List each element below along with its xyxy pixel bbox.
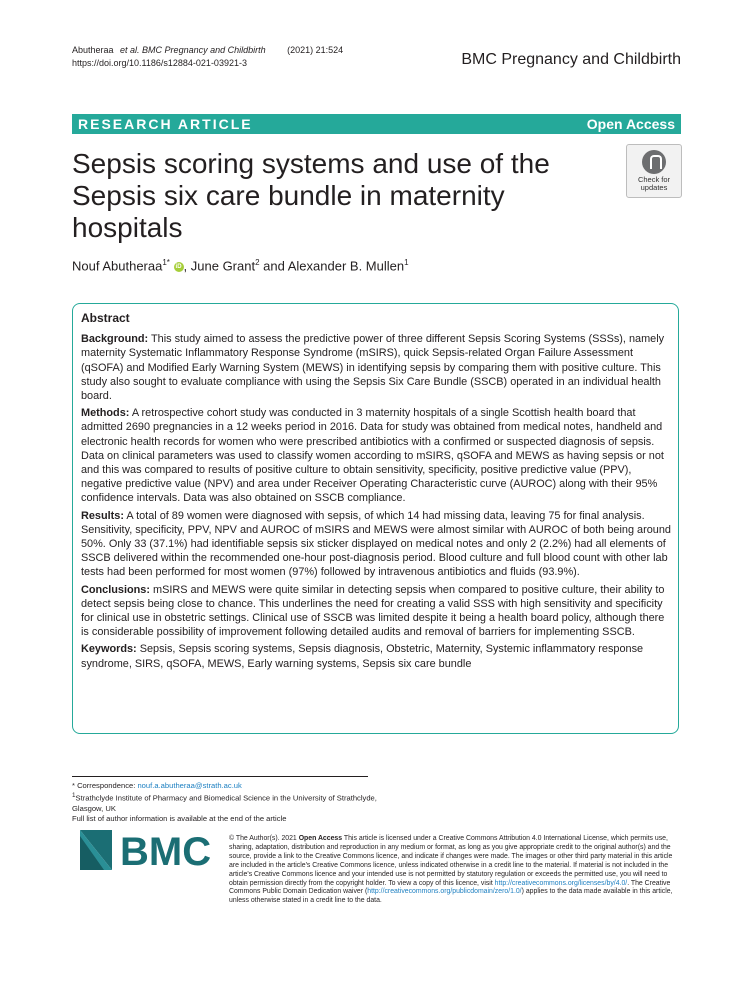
bmc-logo: [78, 828, 218, 872]
doi-link[interactable]: https://doi.org/10.1186/s12884-021-03921-3: [72, 58, 247, 68]
author-sup: 1: [404, 258, 409, 267]
orcid-icon[interactable]: iD: [175, 263, 182, 270]
open-access-label: Open Access: [586, 116, 675, 132]
correspondence-email[interactable]: nouf.a.abutheraa@strath.ac.uk: [137, 781, 242, 790]
license-text: © The Author(s). 2021 Open Access This article is licensed under a Creative Commons Attribution 4.0 International License, which permits use, sharing, adaptation, distribution and reproduction in any medium or format, as long as you give appropriate credit to the original author(s) and the source, provide a link to the Creative Commons licence, and indicate if changes were made. The images or other third party material in this article are included in the article's Creative Commons licence, unless indicated otherwise in a credit line to the material. If material is not included in the article's Creative Commons licence and your intended use is not permitted by statutory regulation or exceeds the permitted use, you will need to obtain permission directly from the copyright holder. To view a copy of this licence, visit http://creativecommons.org/licenses/by/4.0/. The Creative Commons Public Domain Dedication waiver (http://creativecommons.org/publicdomain/zero/1.0/) applies to the data made available in this article, unless otherwise stated in a credit line to the data.: [229, 835, 673, 905]
check-updates-line2: updates: [640, 183, 668, 192]
abstract-conclusions: Conclusions: mSIRS and MEWS were quite similar in detecting sepsis when compared to positive culture, their ability to detect sepsis being close to chance. This underlines the need for creating a valid SSS with high sensitivity and specificity for clinical use in obstetric settings. Clinical use of SSCB was limited despite it being a health board policy, although there is considerable possibility of improvement following detailed audits and removal of barriers for implementing SSCB.: [81, 583, 665, 639]
abstract-results: Results: A total of 89 women were diagnosed with sepsis, of which 14 had missing data, leaving 75 for final analysis. Sensitivity, specificity, PPV, NPV and AUROC of mSIRS and MEWS were almost similar with AUROC of both being around 50%. Only 33 (37.1%) had identifiable sepsis six sticker displayed on medical notes and only 2 (2.2%) had all elements of SSCB delivered within the recommended one-hour post-diagnosis period. Blood culture and full blood count with other lab tests had been performed for most women (97%) followed by intravenous antibiotics and fluids (93.9%).: [81, 509, 671, 579]
check-for-updates-button[interactable]: [626, 144, 682, 198]
journal-name: BMC Pregnancy and Childbirth: [461, 51, 681, 68]
citation-year: (2021) 21:524: [287, 45, 344, 55]
author-info-note: Full list of author information is available at the end of the article: [72, 814, 287, 824]
author-sup: 1*: [162, 258, 170, 267]
abstract-methods: Methods: A retrospective cohort study was conducted in 3 maternity hospitals of a single Scottish health board that admitted 2690 pregnancies in a 12 weeks period in 2016. Data for study was obtained from medical notes, handheld and electronic health records for women who were prescribed antibiotics with a confirmed or suspected diagnosis of sepsis. Data on clinical parameters was used to classify women according to mSIRS, qSOFA and MEWS as having sepsis or not and this was compared to results of positive culture to obtain sensitivity, specificity, positive predictive value (PPV), negative predictive value (NPV) and area under Receiver Operating Characteristic curve (AUROC) along with their 95% confidence intervals. Data was also obtained on SSCB compliance.: [81, 407, 664, 505]
footnote-divider: [72, 776, 368, 777]
article-title: Sepsis scoring systems and use of the Sepsis six care bundle in maternity hospitals: [72, 148, 550, 243]
author-name[interactable]: Nouf Abutheraa: [72, 258, 163, 274]
author-sup: 2: [255, 258, 260, 267]
abstract-background: Background: This study aimed to assess the predictive power of three different Sepsis Scoring Systems (SSSs), namely maternity Systematic Inflammatory Response Syndrome (mSIRS), quick Sepsis-related Organ Failure Assessment (qSOFA) and Modified Early Warning System (MEWS) in identifying sepsis by comparing them with positive culture. This study also sought to evaluate compliance with using the Sepsis Six Care Bundle (SSCB) operated in an individual health board.: [81, 333, 665, 403]
citation-authors: Abutheraa et al. BMC Pregnancy and Childbirth: [72, 45, 266, 55]
license-link[interactable]: http://creativecommons.org/licenses/by/4.0/: [494, 879, 628, 887]
correspondence: * Correspondence: nouf.a.abutheraa@strath.ac.uk: [72, 781, 242, 790]
footnotes: [72, 781, 392, 824]
abstract-heading: Abstract: [81, 311, 130, 325]
check-updates-line1: Check for: [637, 175, 671, 184]
author-list: [72, 258, 409, 273]
author-name[interactable]: , June Grant: [183, 258, 256, 274]
author-name[interactable]: and Alexander B. Mullen: [259, 258, 405, 274]
abstract-keywords: Keywords: Sepsis, Sepsis scoring systems, Sepsis diagnosis, Obstetric, Maternity, Systemic inflammatory response syndrome, SIRS, qSOFA, MEWS, Early warning systems, Sepsis six care bundle: [81, 643, 644, 670]
citation-header: [72, 44, 347, 70]
article-type: RESEARCH ARTICLE: [78, 116, 253, 132]
bmc-logo-text: BMC: [120, 830, 212, 872]
abstract-box: [72, 303, 679, 734]
article-banner: [72, 114, 681, 134]
check-updates-icon: [642, 150, 666, 174]
public-domain-link[interactable]: http://creativecommons.org/publicdomain/zero/1.0/: [367, 888, 522, 896]
affiliation: $^1$Strathclyde Institute of Pharmacy and Biomedical Science in the University of Strathclyde, Glasgow, UK: [72, 792, 377, 813]
